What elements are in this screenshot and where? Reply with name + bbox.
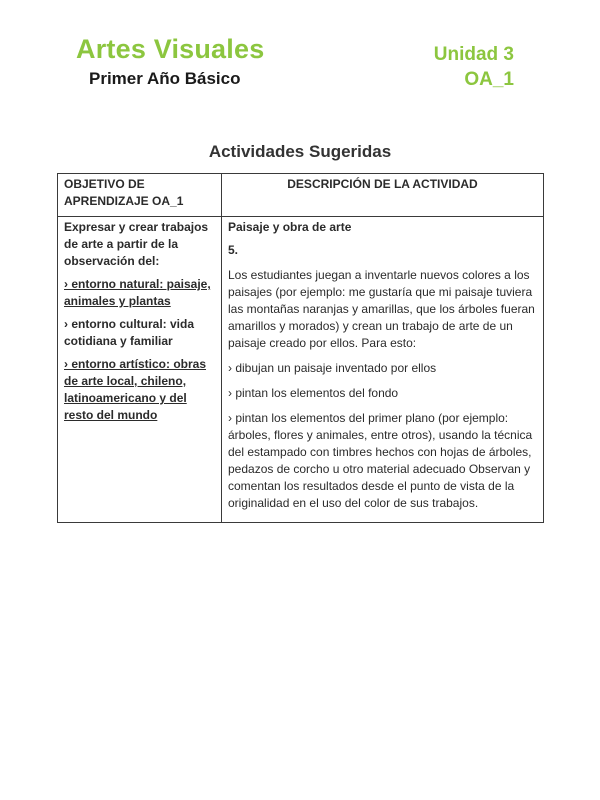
- objective-cell: [58, 217, 222, 523]
- objective-natural: › entorno natural: paisaje, animales y plantas: [64, 277, 211, 308]
- table-header-row: [58, 174, 544, 217]
- activity-title: Paisaje y obra de arte: [228, 220, 352, 234]
- activity-number: 5.: [228, 243, 239, 257]
- oa-label: OA_1: [464, 69, 514, 90]
- activity-step: › pintan los elementos del primer plano (por ejemplo: árboles, flores y animales, entre otros), usando la técnica del estampado con timbres hechos con hojas de árboles, pedazos de corcho u otro material adecuado Observan y comentan los resultados desde el punto de vista de la originalidad en el uso del color de sus trabajos.: [228, 411, 533, 510]
- objective-artistic: › entorno artístico: obras de arte local, chileno, latinoamericano y del resto del mundo: [64, 357, 207, 422]
- activity-intro: Los estudiantes juegan a inventarle nuevos colores a los paisajes (por ejemplo: me gustaría que mi paisaje tuviera las montañas naranjas y amarillas, que los árboles fueran amarillos y morados) y crean un trabajo de arte de un paisaje creado por ellos. Para esto:: [228, 268, 535, 350]
- objective-header: OBJETIVO DE APRENDIZAJE OA_1: [58, 174, 222, 217]
- objective-cultural: › entorno cultural: vida cotidiana y familiar: [64, 317, 195, 348]
- unit-label: Unidad 3: [433, 44, 514, 65]
- table-row: [58, 217, 544, 523]
- course-level: Primer Año Básico: [89, 69, 241, 88]
- objective-intro: Expresar y crear trabajos de arte a partir de la observación del:: [64, 220, 209, 268]
- activities-table: [57, 173, 544, 523]
- activity-step: › dibujan un paisaje inventado por ellos: [228, 361, 437, 375]
- activity-step: › pintan los elementos del fondo: [228, 386, 399, 400]
- activity-cell: [222, 217, 544, 523]
- subject-title: Artes Visuales: [76, 34, 265, 64]
- description-header: DESCRIPCIÓN DE LA ACTIVIDAD: [222, 174, 544, 217]
- section-title: Actividades Sugeridas: [208, 142, 392, 161]
